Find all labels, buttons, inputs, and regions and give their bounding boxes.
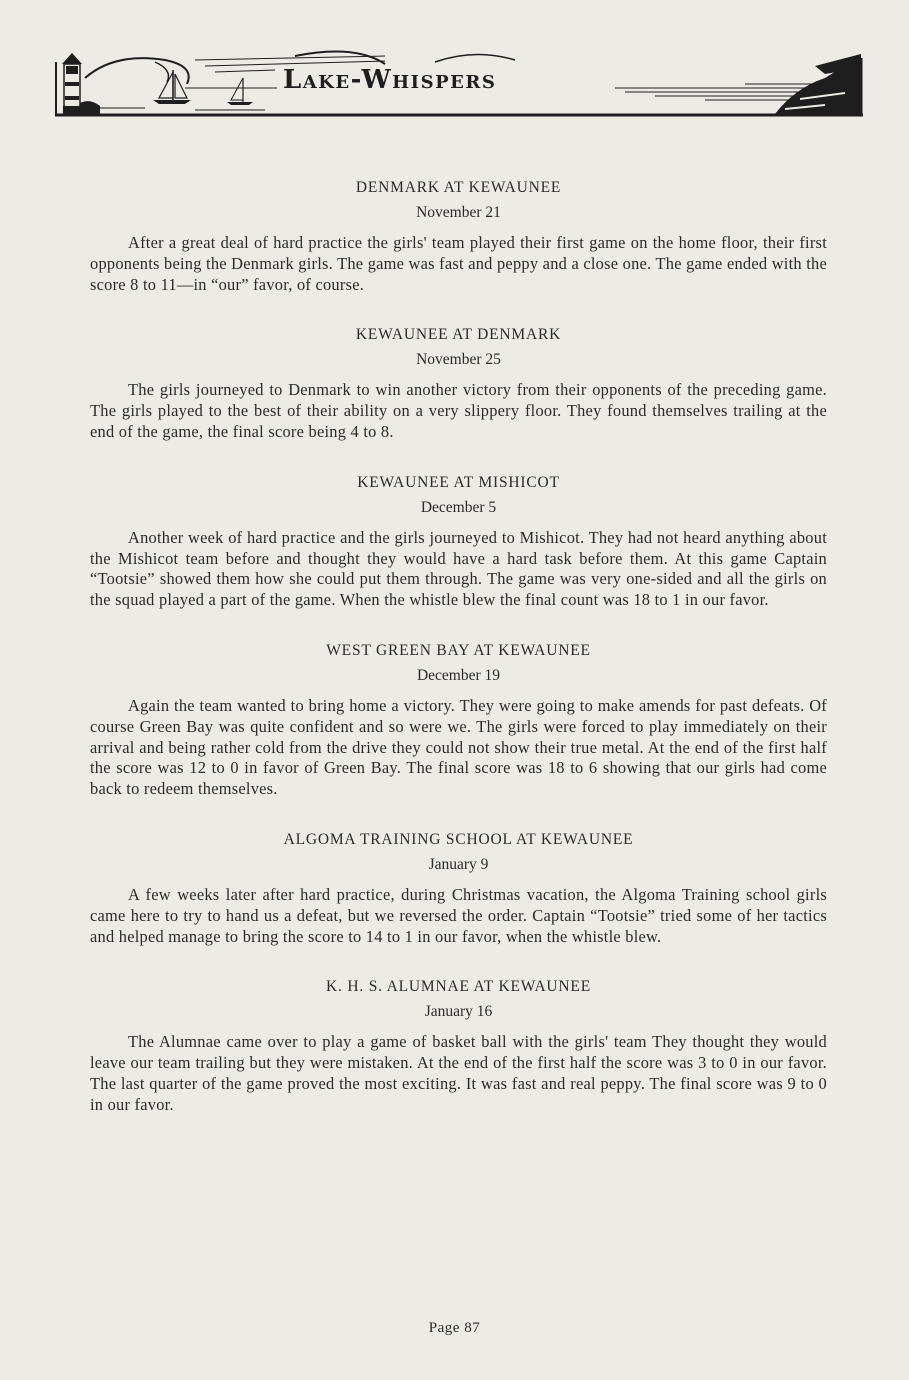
game-date: November 21 <box>416 204 501 221</box>
game-section <box>90 175 827 295</box>
game-date: November 25 <box>416 351 501 369</box>
sailboat-icon-small <box>227 78 253 105</box>
game-text: A few weeks later after hard practice, during Christmas vacation, the Algoma Training school girls came here to try to hand us a defeat, but we reversed the order. Captain “Tootsie” tried some of her tactics and helped manage to bring the score to 14 to 1 in our favor, when the whistle blew. <box>90 884 827 946</box>
game-title: KEWAUNEE AT MISHICOT <box>357 473 560 491</box>
game-text: Again the team wanted to bring home a victory. They were going to make amends for past defeats. Of course Green Bay was quite confident and so were we. The girls were forced to play immediately on their arrival and being rather cold from the drive they could not show their true metal. At the end of the first half the score was 12 to 0 in favor of Green Bay. The final score was 18 to 6 showing that our girls had come back to redeem themselves. <box>90 695 827 799</box>
banner-title: Lake-Whispers <box>277 65 502 95</box>
game-title: KEWAUNEE AT DENMARK <box>355 326 562 344</box>
sailboat-icon <box>153 70 191 104</box>
game-date: January 16 <box>424 1003 493 1021</box>
game-title: DENMARK AT KEWAUNEE <box>355 179 562 196</box>
game-text: The girls journeyed to Denmark to win another victory from their opponents of the preceding game. The girls played to the best of their ability on a very slippery floor. They found themselves trailing at the end of the game, the final score being 4 to 8. <box>90 380 827 441</box>
game-text: After a great deal of hard practice the girls' team played their first game on the home floor, their first opponents being the Denmark girls. The game was fast and peppy and a close one. The game ended with the score 8 to 11—in “our” favor, of course. <box>90 233 827 294</box>
game-date: January 9 <box>428 855 489 873</box>
game-date: December 19 <box>416 666 501 684</box>
article-content <box>90 175 827 1143</box>
game-title: ALGOMA TRAINING SCHOOL AT KEWAUNEE <box>283 830 634 848</box>
lake-whispers-banner <box>55 48 863 118</box>
game-section <box>90 322 827 442</box>
page-number: Page 87 <box>428 1320 481 1336</box>
lighthouse-icon <box>62 53 100 114</box>
game-section <box>90 827 827 947</box>
game-text: Another week of hard practice and the girls journeyed to Mishicot. They had not heard anything about the Mishicot team before and thought they would have a hard task before them. At this game Captain “Tootsie” showed them how she could put them through. The game was very one-sided and all the girls on the squad played a part of the game. When the whistle blew the final count was 18 to 1 in our favor. <box>90 527 827 610</box>
game-date: December 5 <box>420 498 497 516</box>
game-title: K. H. S. ALUMNAE AT KEWAUNEE <box>326 978 591 996</box>
game-section <box>90 470 827 611</box>
game-title: WEST GREEN BAY AT KEWAUNEE <box>326 641 591 659</box>
game-section <box>90 638 827 800</box>
game-text: The Alumnae came over to play a game of basket ball with the girls' team They thought they would leave our team trailing but they were mistaken. At the end of the first half the score was 3 to 0 in our favor. The last quarter of the game proved the most exciting. It was fast and real peppy. The final score was 9 to 0 in our favor. <box>90 1032 827 1114</box>
game-section <box>90 974 827 1115</box>
